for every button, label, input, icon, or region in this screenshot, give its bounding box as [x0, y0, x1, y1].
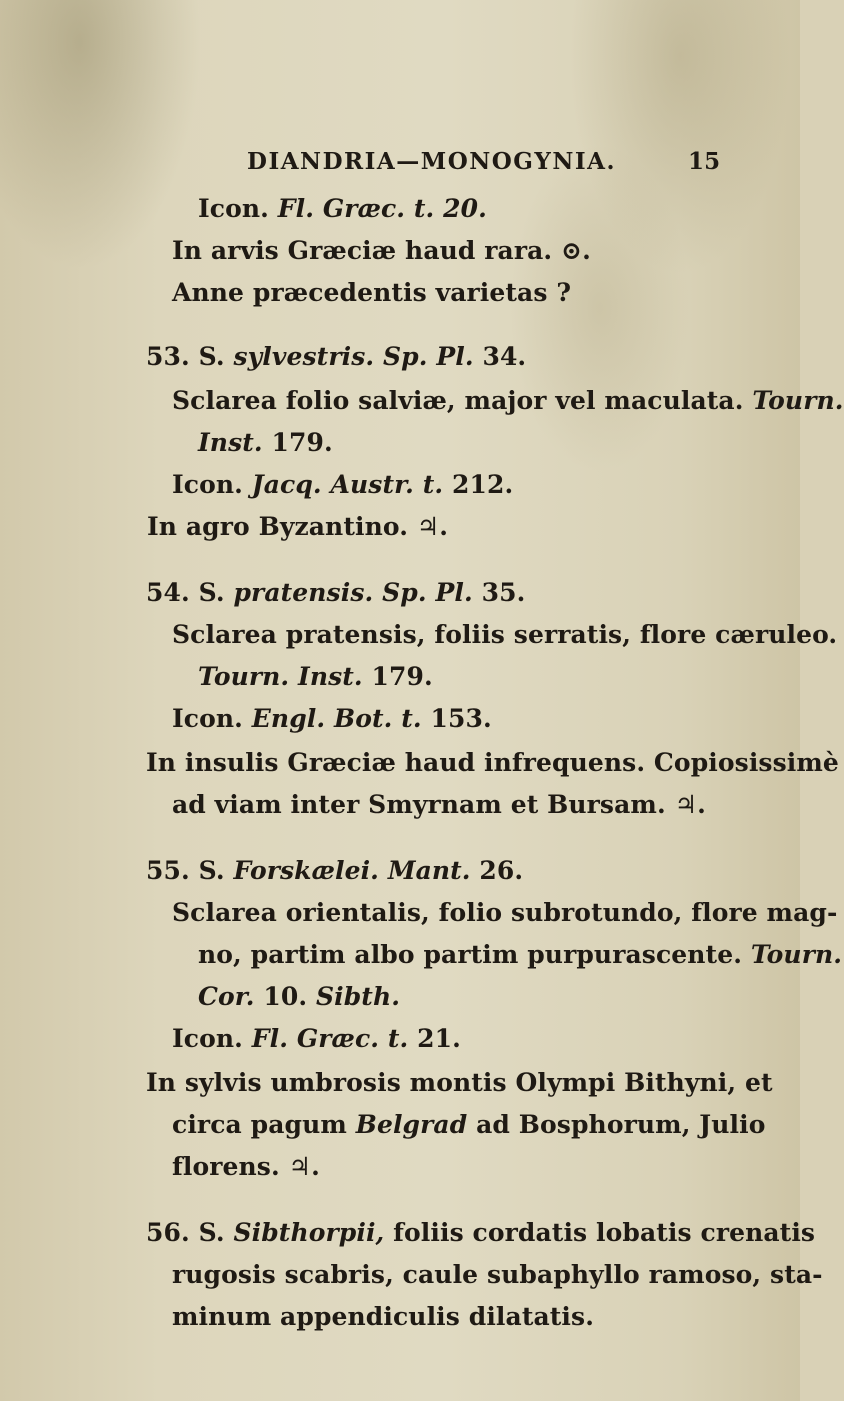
text-span: 26.	[470, 856, 524, 885]
text-span: Cor.	[198, 982, 255, 1011]
text-span: rugosis scabris, caule subaphyllo ramoso, sta-	[172, 1260, 823, 1289]
text-span: 179.	[262, 428, 333, 457]
running-head: DIANDRIA—MONOGYNIA.	[247, 148, 616, 175]
text-span: no, partim albo partim purpurascente.	[198, 940, 751, 969]
text-line	[172, 704, 492, 734]
text-line	[172, 278, 571, 308]
text-span: 53. S.	[146, 342, 234, 371]
text-span	[374, 342, 383, 371]
text-line	[198, 428, 333, 458]
text-span: minum appendiculis dilatatis.	[172, 1302, 594, 1331]
text-line	[146, 748, 839, 778]
entry-heading	[146, 578, 525, 608]
text-span: 34.	[473, 342, 527, 371]
text-line	[172, 1110, 765, 1140]
entry-heading	[146, 342, 526, 372]
text-line	[146, 1068, 773, 1098]
species-name: sylvestris.	[233, 342, 375, 371]
text-line	[172, 470, 513, 500]
text-line	[172, 790, 706, 820]
text-line	[172, 236, 591, 266]
text-line	[172, 1024, 461, 1054]
text-span: 10.	[254, 982, 316, 1011]
text-span: 55. S.	[146, 856, 234, 885]
text-span: Icon.	[198, 194, 269, 223]
text-span: Anne præcedentis varietas ?	[172, 278, 572, 307]
text-span	[373, 578, 382, 607]
text-span: Engl. Bot. t.	[251, 704, 422, 733]
text-span: foliis cordatis lobatis crenatis	[384, 1218, 816, 1247]
text-span: Sp. Pl.	[382, 342, 474, 371]
text-span: ad viam inter Smyrnam et Bursam. ♃.	[172, 790, 706, 819]
text-span: 153.	[421, 704, 492, 733]
text-span: 179.	[362, 662, 433, 691]
entry-heading	[146, 1218, 815, 1248]
species-name: pratensis.	[233, 578, 374, 607]
text-line	[172, 620, 837, 650]
text-line	[147, 512, 448, 542]
text-span: Mant.	[387, 856, 471, 885]
species-name: Sibthorpii,	[233, 1218, 385, 1247]
text-span: 54. S.	[146, 578, 234, 607]
text-span: Sclarea folio salviæ, major vel maculata.	[172, 386, 753, 415]
text-span	[379, 856, 388, 885]
text-span	[269, 194, 278, 223]
text-span: Tourn. Inst.	[198, 662, 363, 691]
text-span: In agro Byzantino. ♃.	[147, 512, 449, 541]
species-name: Forskælei.	[233, 856, 379, 885]
text-span: Icon.	[172, 704, 252, 733]
text-span: Fl. Græc. t. 20.	[277, 194, 487, 223]
text-line	[172, 1260, 823, 1290]
text-span: Icon.	[172, 1024, 252, 1053]
text-span: Sp. Pl.	[382, 578, 473, 607]
entry-heading	[146, 856, 523, 886]
text-span: Jacq. Austr. t.	[251, 470, 444, 499]
text-line	[198, 194, 487, 224]
text-span: 35.	[472, 578, 526, 607]
text-span: Inst.	[198, 428, 263, 457]
text-line	[172, 386, 844, 416]
text-span: Tourn.	[750, 940, 843, 969]
text-span: Sibth.	[315, 982, 401, 1011]
text-span: ad Bosphorum, Julio	[467, 1110, 766, 1139]
text-span: In sylvis umbrosis montis Olympi Bithyni, et	[146, 1068, 773, 1097]
text-span: 56. S.	[146, 1218, 234, 1247]
text-line	[198, 662, 433, 692]
text-span: circa pagum	[172, 1110, 356, 1139]
page-number: 15	[688, 148, 721, 175]
text-span: Icon.	[172, 470, 252, 499]
text-span: Tourn.	[752, 386, 844, 415]
text-span: Fl. Græc. t.	[251, 1024, 409, 1053]
text-span: In arvis Græciæ haud rara. ⊙.	[172, 236, 591, 265]
text-line	[172, 1152, 320, 1182]
text-span: 21.	[408, 1024, 461, 1053]
text-span: Sclarea orientalis, folio subrotundo, flore mag-	[172, 898, 838, 927]
text-line	[198, 940, 842, 970]
place-name: Belgrad	[355, 1110, 468, 1139]
text-line	[172, 1302, 594, 1332]
text-span: florens. ♃.	[172, 1152, 320, 1181]
text-span: In insulis Græciæ haud infrequens. Copiosissimè	[146, 748, 839, 777]
text-line	[198, 982, 400, 1012]
text-line	[172, 898, 837, 928]
text-span: 212.	[443, 470, 514, 499]
text-span: Sclarea pratensis, foliis serratis, flore cæruleo.	[172, 620, 838, 649]
